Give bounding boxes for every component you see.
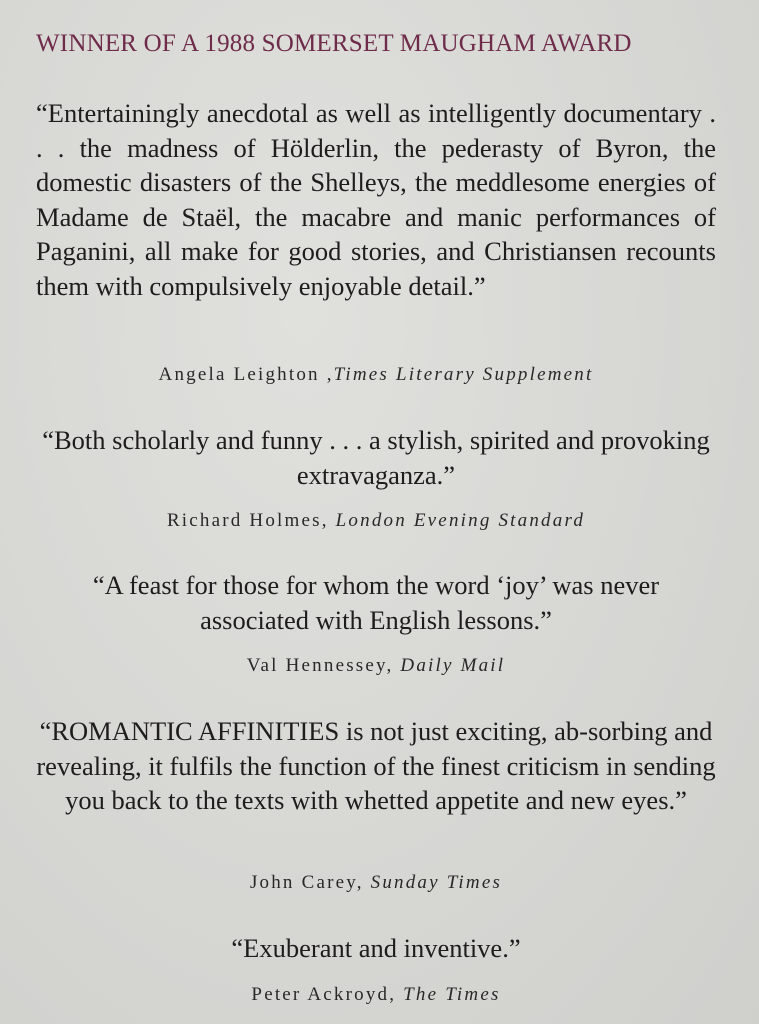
review-attribution-4: John Carey, Sunday Times — [249, 872, 503, 893]
review-publication-4: Sunday Times — [370, 872, 503, 893]
review-quote-5: “Exuberant and inventive.” — [231, 933, 521, 963]
review-quote-3: “A feast for those for whom the word ‘joy’ was never associated with English lessons.” — [92, 570, 660, 635]
review-author-1: Angela Leighton — [158, 364, 320, 385]
review-publication-2: London Evening Standard — [335, 510, 586, 531]
review-publication-5: The Times — [403, 984, 501, 1005]
review-publication-3: Daily Mail — [400, 655, 506, 676]
review-attribution-3: Val Hennessey, Daily Mail — [246, 655, 506, 676]
review-attribution-1: Angela Leighton ,Times Literary Supplement — [158, 364, 594, 385]
review-author-4: John Carey — [249, 872, 357, 893]
review-quote-1: “Entertainingly anecdotal as well as intelligently documentary . . . the madness of Hölderlin, the pederasty of Byron, the domestic disasters of the Shelleys, the meddlesome energies of Madame de Staël, the macabre and manic performances of Paganini, all make for good stories, and Christiansen recounts them with compulsively enjoyable detail.” — [36, 98, 716, 301]
review-quote-2: “Both scholarly and funny . . . a stylish, spirited and provoking extravaganza.” — [42, 425, 710, 490]
review-attribution-5: Peter Ackroyd, The Times — [251, 984, 501, 1005]
review-publication-1: Times Literary Supplement — [333, 364, 594, 385]
award-heading: WINNER OF A 1988 SOMERSET MAUGHAM AWARD — [36, 30, 632, 57]
review-author-2: Richard Holmes — [166, 510, 322, 531]
review-author-3: Val Hennessey — [246, 655, 387, 676]
review-quote-4: “ROMANTIC AFFINITIES is not just exciting, ab-sorbing and revealing, it fulfils the function of the finest criticism in sending you back to the texts with whetted appetite and new eyes.” — [36, 716, 716, 816]
review-author-5: Peter Ackroyd — [251, 984, 390, 1005]
review-attribution-2: Richard Holmes, London Evening Standard — [166, 510, 586, 531]
